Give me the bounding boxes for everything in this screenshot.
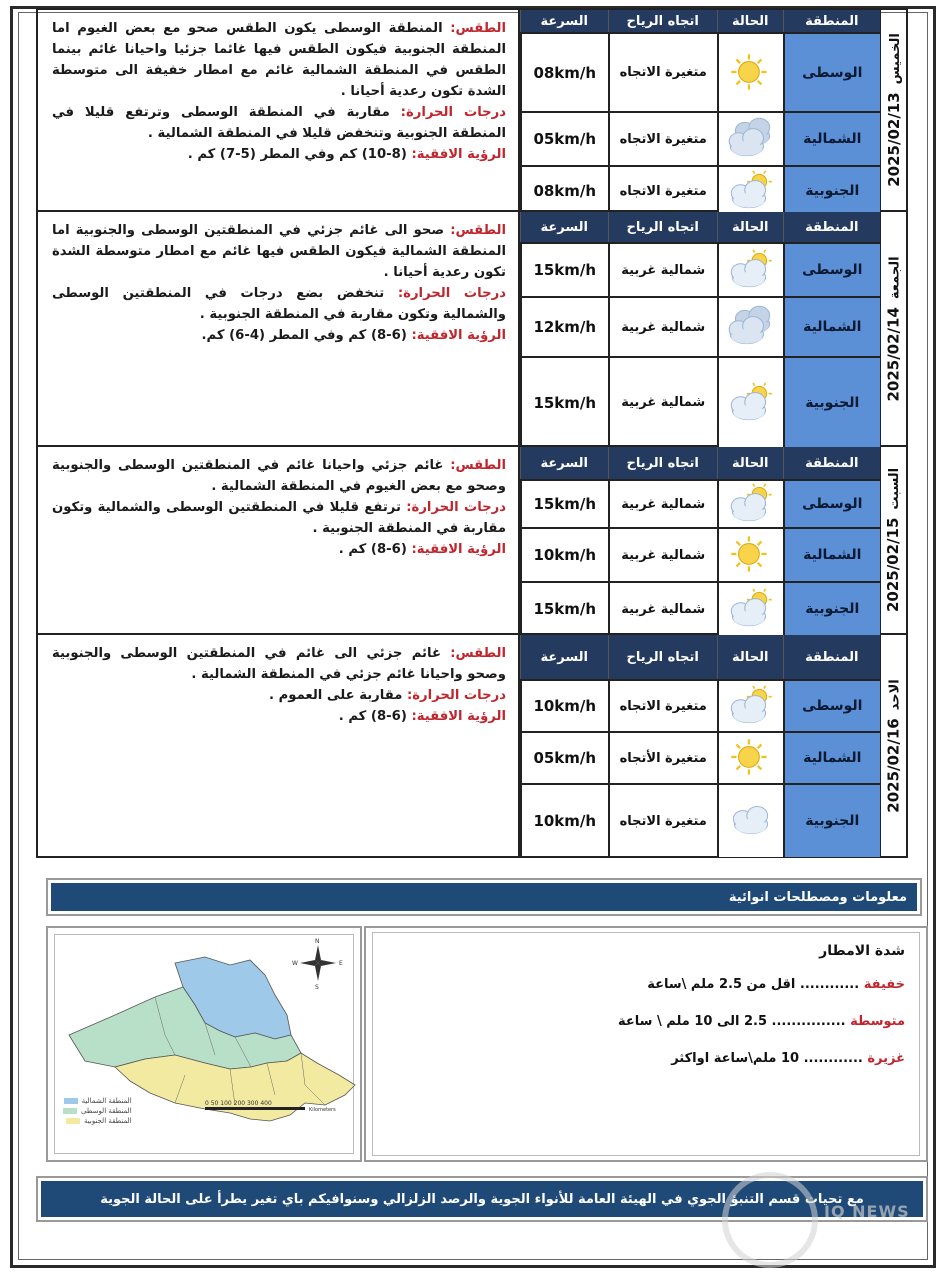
table-row bbox=[520, 527, 880, 581]
table-row bbox=[520, 479, 880, 527]
forecast-table bbox=[518, 635, 880, 856]
wind-direction-cell: شمالية غربية bbox=[608, 358, 717, 447]
header-region: المنطقة bbox=[783, 635, 880, 679]
wind-speed-cell: 05km/h bbox=[520, 113, 608, 165]
legend-item: المنطقة الوسطى bbox=[63, 1107, 132, 1115]
cloud-rain-icon bbox=[717, 113, 783, 165]
temperature-paragraph: درجات الحرارة: تنخفض بضع درجات في المنطقتين الوسطى والشمالية وتكون مقاربة في المنطقة الجنوبية . bbox=[52, 286, 506, 322]
watermark-text: IQ NEWS bbox=[824, 1202, 910, 1221]
iraq-regions-map bbox=[46, 926, 362, 1162]
table-row bbox=[520, 356, 880, 447]
watermark-logo bbox=[722, 1172, 818, 1268]
header-state: الحالة bbox=[717, 635, 783, 679]
visibility-paragraph: الرؤية الافقية: (8-10) كم وفي المطر (5-7) كم . bbox=[187, 147, 506, 162]
svg-text:N: N bbox=[315, 938, 320, 945]
table-row bbox=[520, 111, 880, 165]
forecast-day bbox=[36, 447, 908, 635]
day-date bbox=[880, 10, 906, 210]
temperature-paragraph: درجات الحرارة: ترتفع قليلا في المنطقتين الوسطى والشمالية وتكون مقاربة في المنطقة الجنوبية . bbox=[52, 500, 507, 536]
wind-direction-cell: شمالية غربية bbox=[608, 529, 717, 581]
header-state: الحالة bbox=[717, 10, 783, 32]
header-direction: اتجاه الرياح bbox=[608, 10, 717, 32]
temperature-paragraph: درجات الحرارة: مقاربة في المنطقة الوسطى وترتفع قليلا في المنطقة الجنوبية وتنخفض قليلا في المنطقة الشمالية . bbox=[52, 105, 507, 141]
wind-speed-cell: 15km/h bbox=[520, 244, 608, 296]
wind-direction-cell: متغيرة الاتجاه bbox=[608, 113, 717, 165]
header-speed: السرعة bbox=[520, 635, 608, 679]
header-state: الحالة bbox=[717, 212, 783, 242]
partly-cloudy-icon bbox=[717, 244, 783, 296]
region-cell: الوسطى bbox=[783, 681, 880, 731]
weather-paragraph: الطقس: المنطقة الوسطى يكون الطقس صحو مع بعض الغيوم اما المنطقة الجنوبية فيكون الطقس فيها غائما جزئيا واحيانا غائم بينما الطقس في المنطقة الشمالية غائم مع امطار خفيفة الى متوسطة الشدة تكون رعدية أحيانا . bbox=[52, 21, 507, 99]
wind-direction-cell: شمالية غربية bbox=[608, 244, 717, 296]
map-scale: 0 50 100 200 300 400 bbox=[205, 1100, 272, 1107]
wind-direction-cell: متغيرة الاتجاه bbox=[608, 167, 717, 215]
date-value: 2025/02/15 bbox=[884, 517, 903, 613]
weather-paragraph: الطقس: غائم جزئي الى غائم في المنطقتين الوسطى والجنوبية وصحو واحيانا غائم جزئي في المنطقة الشمالية . bbox=[52, 646, 506, 682]
wind-direction-cell: متغيرة الاتجاه bbox=[608, 34, 717, 111]
day-date bbox=[880, 212, 906, 445]
wind-direction-cell: شمالية غربية bbox=[608, 298, 717, 356]
visibility-paragraph: الرؤية الافقية: (6-8) كم . bbox=[338, 542, 506, 557]
wind-speed-cell: 15km/h bbox=[520, 358, 608, 447]
forecast-table bbox=[518, 10, 880, 210]
header-direction: اتجاه الرياح bbox=[608, 447, 717, 479]
forecast-description bbox=[38, 635, 518, 856]
region-cell: الوسطى bbox=[783, 481, 880, 527]
wind-speed-cell: 05km/h bbox=[520, 733, 608, 783]
region-cell: الوسطى bbox=[783, 244, 880, 296]
weather-paragraph: الطقس: صحو الى غائم جزئي في المنطقتين الوسطى والجنوبية اما المنطقة الشمالية فيكون الطقس فيها غائم مع امطار متوسطة الشدة تكون رعدية أحيانا . bbox=[52, 223, 506, 280]
svg-text:S: S bbox=[315, 984, 319, 991]
header-direction: اتجاه الرياح bbox=[608, 635, 717, 679]
day-name: الجمعة bbox=[887, 255, 903, 299]
day-date bbox=[880, 447, 906, 633]
sun-icon bbox=[717, 34, 783, 111]
partly-cloudy-icon bbox=[717, 167, 783, 215]
wind-speed-cell: 15km/h bbox=[520, 481, 608, 527]
forecast-day bbox=[36, 212, 908, 447]
legend-item: المنطقة الشمالية bbox=[63, 1097, 132, 1105]
forecast-table bbox=[518, 212, 880, 445]
header-region: المنطقة bbox=[783, 212, 880, 242]
map-legend bbox=[63, 1097, 132, 1127]
region-cell: الجنوبية bbox=[783, 785, 880, 857]
header-speed: السرعة bbox=[520, 10, 608, 32]
svg-text:W: W bbox=[292, 960, 298, 967]
header-direction: اتجاه الرياح bbox=[608, 212, 717, 242]
forecast-description bbox=[38, 10, 518, 210]
map-scale-unit: Kilometers bbox=[309, 1107, 336, 1113]
forecast-day bbox=[36, 8, 908, 212]
forecast-table bbox=[518, 447, 880, 633]
day-name: السبت bbox=[887, 467, 903, 510]
sun-icon bbox=[717, 529, 783, 581]
temperature-paragraph: درجات الحرارة: مقاربة على العموم . bbox=[269, 688, 506, 703]
region-cell: الجنوبية bbox=[783, 358, 880, 447]
table-row bbox=[520, 296, 880, 356]
table-row bbox=[520, 581, 880, 635]
footer-text: مع تحيات قسم التنبؤ الجوي في الهيئة العامة للأنواء الجوية والرصد الزلزالي وسنوافيكم باي تغير يطرأ على الحالة الجوية bbox=[41, 1181, 923, 1217]
region-cell: الشمالية bbox=[783, 733, 880, 783]
wind-speed-cell: 10km/h bbox=[520, 785, 608, 857]
info-banner-title: معلومات ومصطلحات انوائية bbox=[51, 883, 917, 911]
rain-heavy: غزيرة ............ 10 ملم\ساعة اواكثر bbox=[671, 1051, 905, 1066]
rain-intensity-box bbox=[364, 926, 928, 1162]
partly-cloudy-icon bbox=[717, 681, 783, 731]
legend-item: المنطقة الجنوبية bbox=[63, 1117, 132, 1125]
header-region: المنطقة bbox=[783, 10, 880, 32]
table-row bbox=[520, 32, 880, 111]
table-row bbox=[520, 679, 880, 731]
region-cell: الشمالية bbox=[783, 529, 880, 581]
region-cell: الجنوبية bbox=[783, 167, 880, 215]
wind-direction-cell: متغيرة الأتجاه bbox=[608, 733, 717, 783]
wind-direction-cell: متغيرة الاتجاه bbox=[608, 681, 717, 731]
day-name: الخميس bbox=[887, 33, 903, 85]
wind-speed-cell: 08km/h bbox=[520, 167, 608, 215]
visibility-paragraph: الرؤية الافقية: (6-8) كم . bbox=[338, 709, 506, 724]
wind-speed-cell: 12km/h bbox=[520, 298, 608, 356]
wind-speed-cell: 15km/h bbox=[520, 583, 608, 635]
region-cell: الوسطى bbox=[783, 34, 880, 111]
weather-paragraph: الطقس: غائم جزئي واحيانا غائم في المنطقتين الوسطى والجنوبية وصحو مع بعض الغيوم في المنطقة الشمالية . bbox=[52, 458, 506, 494]
day-name: الاحد bbox=[887, 678, 903, 710]
table-row bbox=[520, 165, 880, 215]
forecast-description bbox=[38, 212, 518, 445]
header-speed: السرعة bbox=[520, 447, 608, 479]
header-state: الحالة bbox=[717, 447, 783, 479]
cloud-rain-icon bbox=[717, 298, 783, 356]
forecast-description bbox=[38, 447, 518, 633]
wind-speed-cell: 10km/h bbox=[520, 681, 608, 731]
table-row bbox=[520, 731, 880, 783]
date-value: 2025/02/13 bbox=[884, 92, 903, 187]
svg-text:E: E bbox=[339, 960, 343, 967]
compass-icon bbox=[292, 938, 343, 991]
sun-icon bbox=[717, 733, 783, 783]
forecast-day bbox=[36, 635, 908, 858]
partly-cloudy-icon bbox=[717, 481, 783, 527]
partly-cloudy-icon bbox=[717, 358, 783, 447]
cloud-icon bbox=[717, 785, 783, 857]
region-cell: الشمالية bbox=[783, 113, 880, 165]
header-speed: السرعة bbox=[520, 212, 608, 242]
table-row bbox=[520, 783, 880, 857]
region-cell: الشمالية bbox=[783, 298, 880, 356]
wind-direction-cell: متغيرة الاتجاه bbox=[608, 785, 717, 857]
date-value: 2025/02/14 bbox=[884, 306, 903, 402]
rain-moderate: متوسطة ............... 2.5 الى 10 ملم \ ساعة bbox=[618, 1014, 905, 1029]
wind-direction-cell: شمالية غربية bbox=[608, 583, 717, 635]
partly-cloudy-icon bbox=[717, 583, 783, 635]
date-value: 2025/02/16 bbox=[884, 717, 903, 813]
wind-speed-cell: 08km/h bbox=[520, 34, 608, 111]
rain-intensity-title: شدة الامطار bbox=[819, 943, 905, 959]
wind-speed-cell: 10km/h bbox=[520, 529, 608, 581]
wind-direction-cell: شمالية غربية bbox=[608, 481, 717, 527]
header-region: المنطقة bbox=[783, 447, 880, 479]
visibility-paragraph: الرؤية الافقية: (6-8) كم وفي المطر (4-6) كم. bbox=[201, 328, 506, 343]
table-row bbox=[520, 242, 880, 296]
info-banner bbox=[46, 878, 922, 916]
day-date bbox=[880, 635, 906, 856]
region-cell: الجنوبية bbox=[783, 583, 880, 635]
rain-light: خفيفة ............ اقل من 2.5 ملم \ساعة bbox=[647, 977, 905, 992]
